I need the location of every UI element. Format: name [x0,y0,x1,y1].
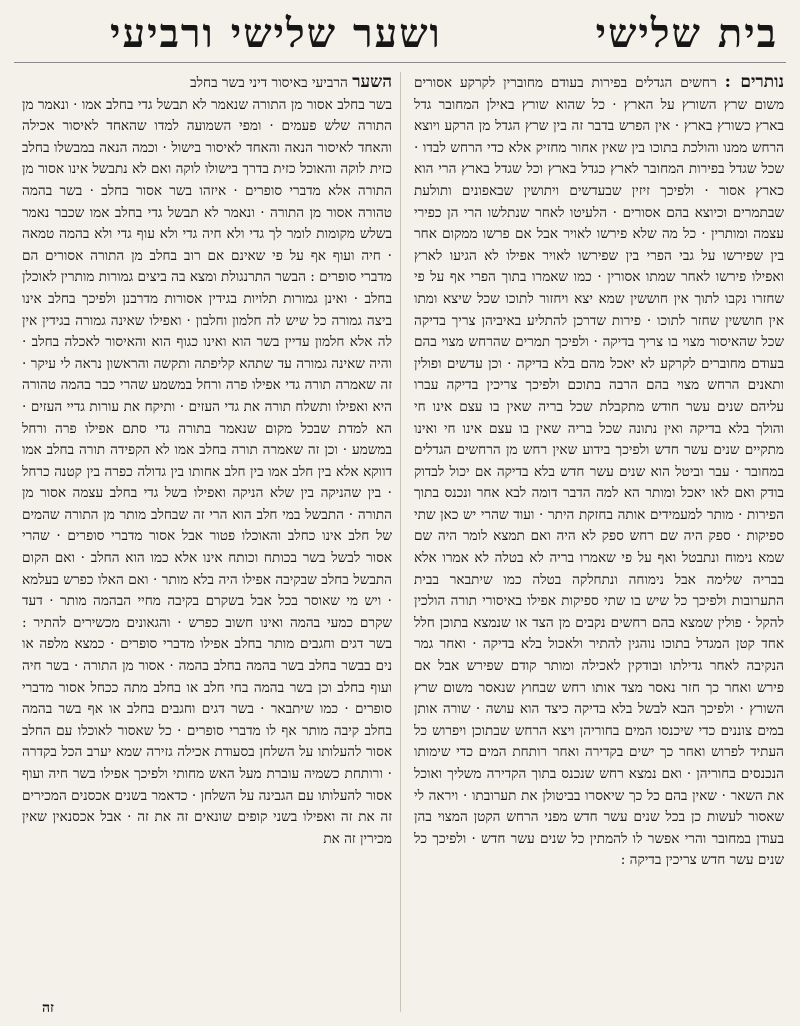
page-number: זה [42,1000,54,1016]
header-rule [14,62,786,63]
right-column [414,72,784,1012]
running-title-left: ושער שלישי ורביעי [110,10,442,57]
right-column-paragraph [414,72,784,872]
left-column [22,72,392,1012]
right-column-text: רחשים הגדלים בפירות בעודם מחוברין לקרקע אסורים משום שרץ השורץ על הארץ · כל שהוא שורץ באילן המחובר גדל בארץ כשורץ בארץ · אין הפרש בדבר זה בין שרץ הגדל מן הרקע ויוצא הרחש ממנו והולכת בתוכו בין שאין אחור מחזיק אלא כדי הרחש לבדו · שכל שגדל בפירות המחובר לארץ כגדל בארץ וכל שגדל בארץ הרי הוא כארץ אסור · ולפיכך זיזין שבעדשים ויתושין שבאפונים ותולעת שבתמרים וכיוצא בהם אסורים · הלעיטו לאחר שנתלשו הרי הן כפירי עצמה ומותרין · כל מה שלא פירשו לאויר אבל אם פרשו ממקום אחר בין שפירשו על גבי הפרי בין שפירשו לאויר אפילו לא הגיעו לארץ ואפילו פירשו לאחר שמתו אסורין · כמו שאמרו בתוך הפרי אף על פי שחזרו נקבו לתוך אין חוששין שמא יצא ויחזור לתוכו שכל שיצא ומתו אין חוששין שחזר לתוכו · פירות שדרכן להתליע באיביהן צריך בדיקה שכל שהאיסור מצוי בו צריך בדיקה · ולפיכך תמרים שהרחש מצוי בהם בעודם מחוברים לקרקע לא יאכל מהם בלא בדיקה · וכן עדשים ופולין ותאנים הרחש מצוי בהם הרבה בתוכם ולפיכך צריכין בדיקה עברו עליהם שנים עשר חודש מתקבלת שכל בריה שאין בו עצם אינו חי והולך בלא בדיקה ואין נתונה שכל בריה שאין בו עצם אינו חי ואינו מתקיים שנים עשר חדש ולפיכך בידוע שאין רחש מן הרחשים הגדלים במחובר · עבר וביטל הוא שנים עשר חדש בלא בדיקה אם יכול לבדוק בודק ואם לאו יאכל ומותר הא למה הדבר דומה לבא אחר ונכנס בתוך הפירות · מותר למעמידים אותה בחזקת היתר · ועוד שהרי יש כאן שתי ספיקות · ספק היה שם רחש ספק לא היה ואם תמצא לומר היה שם שמא נימוח ונתבטל ואף על פי שאמרו בריה לא בטלה לא אמרו אלא בבריה שלימה אבל נימוחה ונתחלקה בטלה כמו שיתבאר בבית התערובות ולפיכך כל שיש בו שתי ספיקות אפילו באיסורי תורה הולכין להקל · פולין שמצא בהם רחשים נקבים מן הצד או שנמצא בתוכן חלל אחד קטן המגדל בתוכו נוהגין להתיר ולאכול בלא בדיקה · ואחר גמר הנקיבה לאחר גדילתו ובודקין לאכילה ומותר קודם שפירש אבל אם פירש ואחר כך חזר נאסר מצד אותו רחש שבחוץ שנאסר משום שרץ השורץ · ולפיכך הבא לבשל בלא בדיקה כיצד הוא עושה · שורה אותן במים צוננים כדי שיכנסו המים בחוריהן ויצא הרחש שבתוכן ויפרוש כל העתיד לפרוש ואחר כך ישים בקדירה ואחר רותחת המים כדי שימותו הנכנסים בחוריהן · ואם נמצא רחש שנכנס בתוך הקדירה משליך ואוכל את השאר · שאין בהם כל כך שיאסרו בביטולן את תערובתו · ויראה לי שאסור לעשות כן בכל שנים עשר חדש מפני הרחש הקטן המצוי בהן בעודן במחובר והרי אפשר לו להמתין כל שנים עשר חדש · ולפיכך כל שנים עשר חדש צריכין בדיקה : [414,75,784,869]
left-column-heading [22,72,392,95]
column-divider [400,72,401,1012]
running-title-right: בית שלישי [595,10,778,57]
left-column-lead-word: השער [352,72,392,92]
left-column-heading-text: הרביעי באיסור דיני בשר בחלב [190,75,348,91]
page-header [0,6,800,64]
right-column-lead-word: נותרים : [724,72,784,92]
left-column-text: בשר בחלב אסור מן התורה שנאמר לא תבשל גדי בחלב אמו · ונאמר מן התורה שלש פעמים · ומפי השמועה למדו שהאחד לאיסור אכילה והאחד לאיסור הנאה והאחד לאיסור בישול · וכמה הנאה במבשלו בחלב כזית לוקה והאוכל כזית בדרך בישולו לוקה ואם לא נתבשל אינו אסור מן התורה אלא מדברי סופרים · איזהו בשר אסור בחלב · בשר בהמה טהורה אסור מן התורה · ונאמר לא תבשל גדי בחלב אמו שכבר נאמר בשלש מקומות לומר לך גדי ולא חיה גדי ולא עוף גדי ולא בהמה טמאה · חיה ועוף אף על פי שאינם אם רוב בחלב מן התורה אסורים הם מדברי סופרים : הבשר התרנגולת ומצא בה ביצים גמורות מותרין לאוכלן בחלב · ואינן גמורות תלויות בגידין אסורות מדרבנן ולפיכך בחלב אינו ביצה גמורה כל שיש לה חלמון וחלבון · ואפילו שאינה גמורה בגידין אין לה אלא חלמון עדיין בשר הוא ואינו כגוף הוא והאיסור לאכלה בחלב · והיה שאינה גמורה עד שתהא קליפתה ותקשה והראשון נראה לי עיקר · זה שאמרה תורה גדי אפילו פרה ורחל במשמע שהרי כבר בהמה טהורה היא ואפילו ותשלח תורה את גדי העזים · ותיקח את עורות גדיי העזים · הא למדת שבכל מקום שנאמר בתורה גדי סתם אפילו פרה ורחל במשמע · וכן זה שאמרה תורה בחלב אמו לא הקפידה תורה בחלב אמו דווקא אלא בין חלב אמו בין חלב אחותו בין גדולה כפרה בין קטנה כרחל · בין שהניקה בין שלא הניקה ואפילו בשל גדי בחלב עצמה אסור מן התורה · התבשל במי חלב הוא הרי זה שבחלב מותר מן התורה שהמים של חלב אינו כחלב והאוכלו פטור אבל אסור מדברי סופרים · שהרי אסור לבשל בשר בכותח וכותח אינו אלא כמו הוא החלב · ואם הקום התבשל בחלב שבקיבה אפילו היה בלא מותר · ואם האלו כפרש בעלמא · ויש מי שאוסר בכל אבל בשקרם בקיבה מחיי הבהמה מותר · דעד שקרם כמעי בהמה ואינו חשוב כפרש · והגאונים מכשירים להתיר : בשר דגים וחגבים מותר בחלב אפילו מדברי סופרים · כמצא מלפה או נים בבשר בחלב בשר בהמה בחלב בהמה · אסור מן התורה · בשר חיה ועוף בחלב וכן בשר בהמה בחי חלב או בחלב מתה ככחל אסור מדברי סופרים · כמו שיתבאר · בשר דגים וחגבים בחלב או אף בשר בהמה בחלב קיבה מותר אף לו מדברי סופרים · כל שאסור לאוכלו עם החלב אסור להעלותו על השלחן בסעודת אכילה גזירה שמא יערב הכל בקדרה · ורותחת כשמיה עוברת מעל האש מחותי ולפיכך אפילו בשר חיה ועוף אסור להעלותו עם הגבינה על השלחן · כדאמר בשנים אכסנים המכירים זה את זה ואפילו בשני קופים שונאים זה את זה · אבל אכסנאין שאין מכירין זה את [22,96,392,847]
left-column-paragraph [22,95,392,851]
